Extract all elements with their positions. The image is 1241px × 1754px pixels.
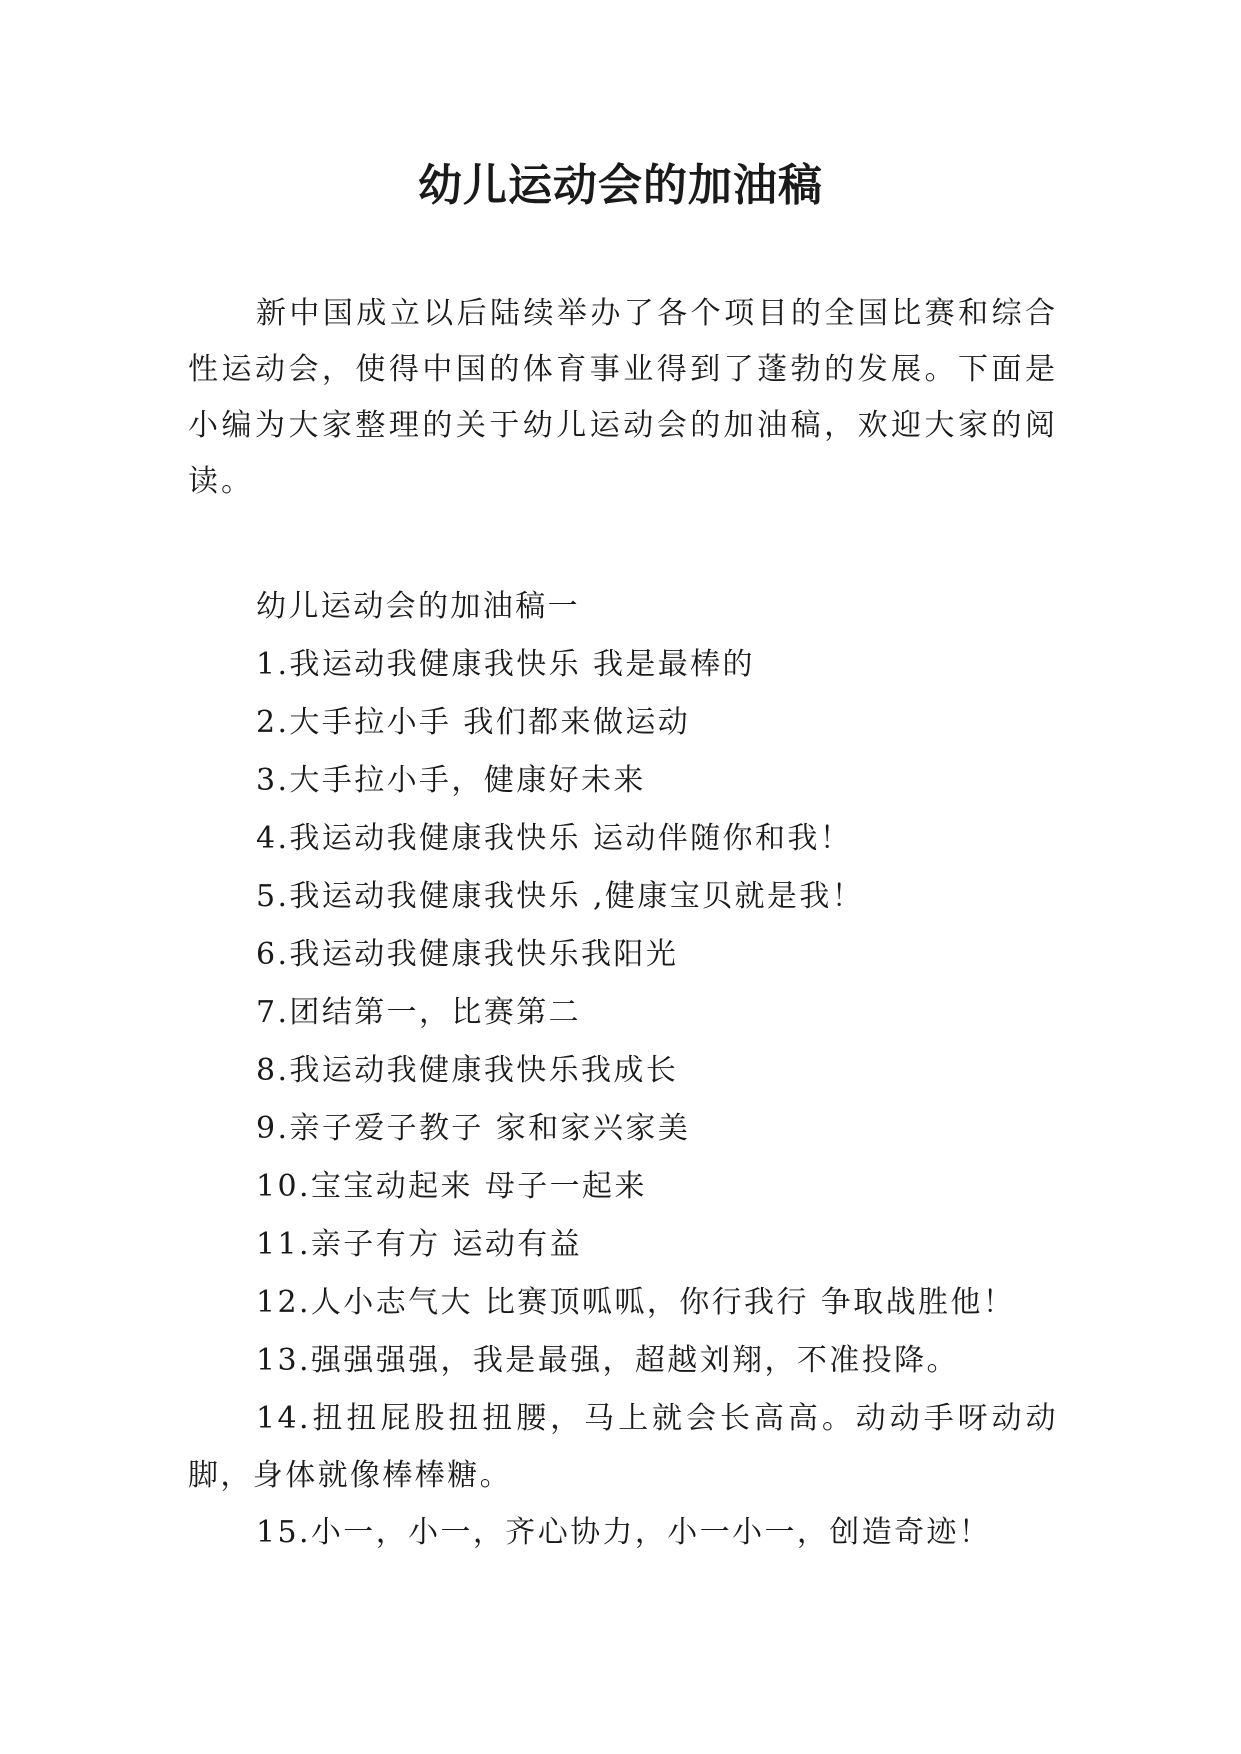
- list-item: 2.大手拉小手 我们都来做运动: [256, 705, 691, 740]
- list-item: 10.宝宝动起来 母子一起来: [256, 1169, 647, 1204]
- list-item: 12.人小志气大 比赛顶呱呱，你行我行 争取战胜他！: [256, 1285, 1016, 1320]
- list-item: 3.大手拉小手，健康好未来: [256, 763, 646, 798]
- cheer-section: [188, 578, 1058, 1562]
- section-heading: 幼儿运动会的加油稿一: [256, 589, 580, 624]
- list-item: 1.我运动我健康我快乐 我是最棒的: [256, 647, 755, 682]
- document-title: 幼儿运动会的加油稿: [418, 160, 823, 211]
- list-item: 13.强强强强，我是最强，超越刘翔，不准投降。: [256, 1343, 959, 1378]
- intro-paragraph: 新中国成立以后陆续举办了各个项目的全国比赛和综合性运动会，使得中国的体育事业得到了蓬勃的发展。下面是小编为大家整理的关于幼儿运动会的加油稿，欢迎大家的阅读。: [188, 296, 1058, 499]
- list-item: 4.我运动我健康我快乐 运动伴随你和我！: [256, 821, 853, 856]
- list-item: 11.亲子有方 运动有益: [256, 1227, 583, 1262]
- list-item: 9.亲子爱子教子 家和家兴家美: [256, 1111, 691, 1146]
- list-item: 8.我运动我健康我快乐我成长: [256, 1053, 679, 1088]
- cheer-list: [188, 636, 1058, 1562]
- list-item: 5.我运动我健康我快乐 ,健康宝贝就是我！: [256, 879, 865, 914]
- list-item: 15.小一，小一，齐心协力，小一小一，创造奇迹！: [256, 1515, 992, 1550]
- list-item: 7.团结第一，比赛第二: [256, 995, 582, 1030]
- list-item: 14.扭扭屁股扭扭腰，马上就会长高高。动动手呀动动脚，身体就像棒棒糖。: [188, 1401, 1058, 1493]
- list-item: 6.我运动我健康我快乐我阳光: [256, 937, 679, 972]
